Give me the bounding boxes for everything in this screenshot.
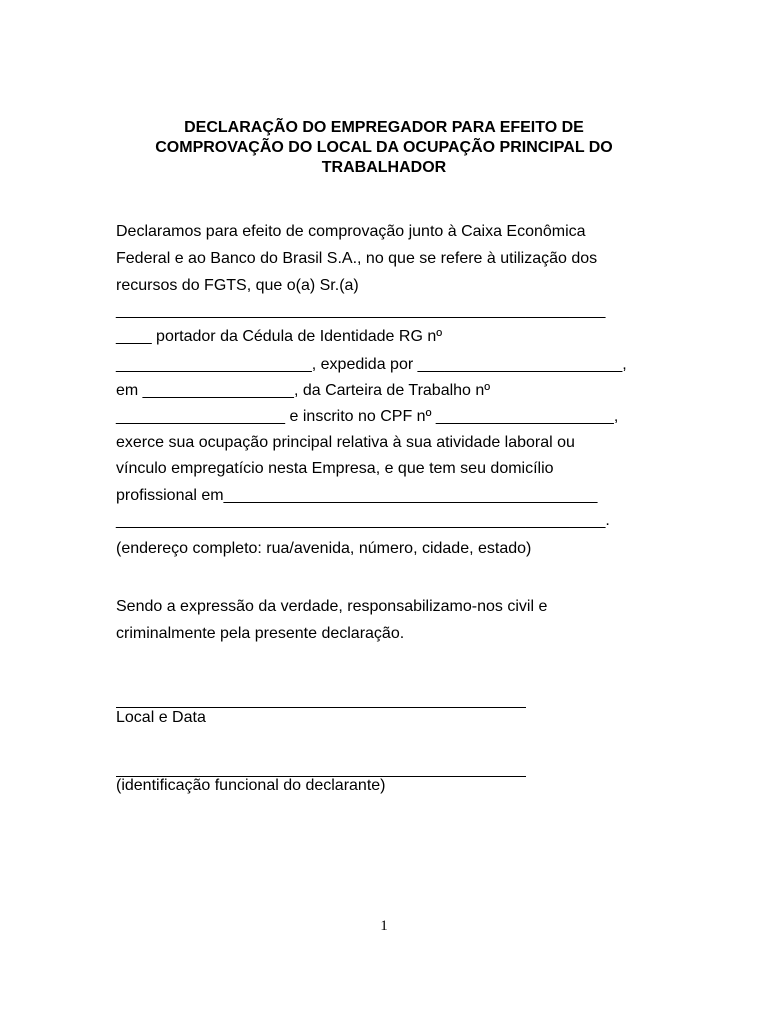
signature-label-declarante: (identificação funcional do declarante) <box>116 777 386 794</box>
title-line-2: COMPROVAÇÃO DO LOCAL DA OCUPAÇÃO PRINCIPAL DO <box>155 139 613 156</box>
page-number: 1 <box>380 918 388 934</box>
body-line-11: profissional em__________________________________________ <box>116 487 598 504</box>
body-line-2: Federal e ao Banco do Brasil S.A., no que se refere à utilização dos <box>116 250 598 267</box>
body-line-6: ______________________, expedida por _______________________, <box>116 356 627 373</box>
signature-label-local-data: Local e Data <box>116 709 206 726</box>
body-line-5: ____ portador da Cédula de Identidade RG nº <box>116 328 443 345</box>
title-line-3: TRABALHADOR <box>321 159 447 176</box>
body-line-10: vínculo empregatício nesta Empresa, e que tem seu domicílio <box>116 460 554 477</box>
body-line-4: _______________________________________________________ <box>116 302 606 319</box>
body-line-7: em _________________, da Carteira de Trabalho nº <box>116 382 491 399</box>
body-line-12: _______________________________________________________. <box>116 512 610 529</box>
body-line-8: ___________________ e inscrito no CPF nº ____________________, <box>116 408 619 425</box>
address-hint: (endereço completo: rua/avenida, número, cidade, estado) <box>116 540 532 557</box>
body-line-3: recursos do FGTS, que o(a) Sr.(a) <box>116 277 359 294</box>
closing-line-2: criminalmente pela presente declaração. <box>116 625 405 642</box>
body-line-9: exerce sua ocupação principal relativa à sua atividade laboral ou <box>116 434 575 451</box>
closing-line-1: Sendo a expressão da verdade, responsabilizamo-nos civil e <box>116 598 548 615</box>
document-title <box>110 118 658 178</box>
body-line-1: Declaramos para efeito de comprovação junto à Caixa Econômica <box>116 223 586 240</box>
title-line-1: DECLARAÇÃO DO EMPREGADOR PARA EFEITO DE <box>184 119 584 136</box>
